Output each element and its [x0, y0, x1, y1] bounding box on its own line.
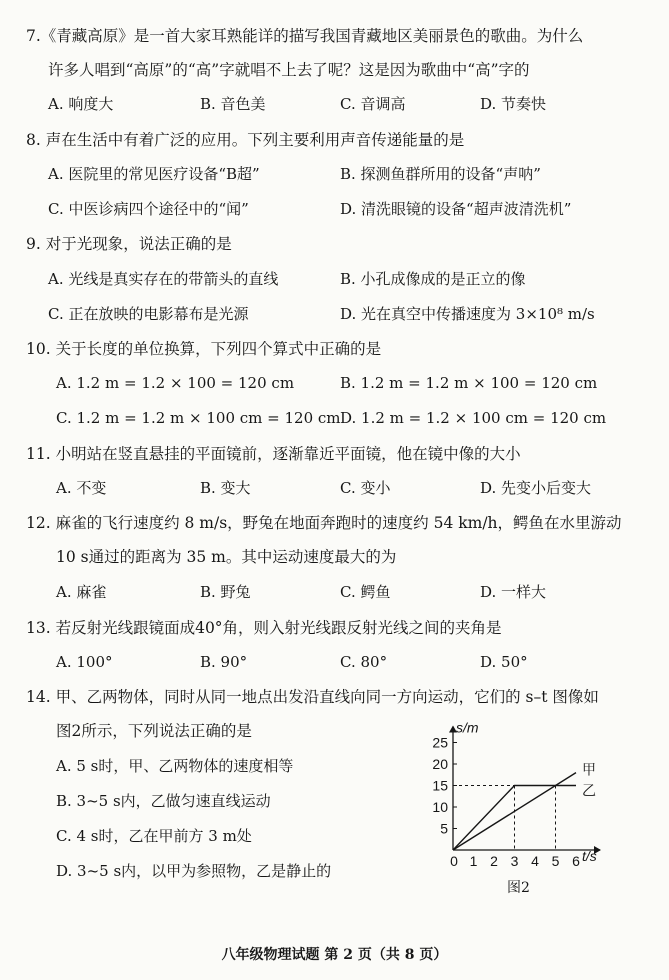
series-line-jia — [453, 773, 576, 850]
q8-option-b: B. 探测鱼群所用的设备“声呐” — [340, 165, 541, 183]
x-tick-label: 3 — [510, 853, 519, 869]
q11-option-d: D. 先变小后变大 — [480, 479, 592, 497]
q14-option-c: C. 4 s时，乙在甲前方 3 m处 — [56, 827, 252, 845]
x-tick-label: 6 — [572, 853, 580, 869]
q14-option-a: A. 5 s时，甲、乙两物体的速度相等 — [56, 757, 294, 775]
y-tick-label: 20 — [432, 756, 448, 772]
series-label-jia: 甲 — [582, 761, 596, 778]
q13-option-c: C. 80° — [340, 653, 388, 671]
q10-option-d: D. 1.2 m = 1.2 × 100 cm = 120 cm — [340, 409, 607, 427]
q7-option-a: A. 响度大 — [48, 95, 114, 113]
q9-option-c: C. 正在放映的电影幕布是光源 — [48, 305, 249, 323]
y-tick-label: 5 — [440, 820, 448, 837]
q9-option-a: A. 光线是真实存在的带箭头的直线 — [48, 270, 279, 288]
q10-stem: 10. 关于长度的单位换算，下列四个算式中正确的是 — [26, 340, 382, 358]
y-axis-label: s/m — [456, 719, 479, 736]
x-tick-label: 1 — [469, 853, 478, 869]
q14-stem-line2: 图2所示，下列说法正确的是 — [56, 722, 252, 740]
q8-option-c: C. 中医诊病四个途径中的“闻” — [48, 200, 249, 218]
x-tick-label: 2 — [490, 853, 498, 869]
q9-stem: 9. 对于光现象，说法正确的是 — [26, 235, 232, 253]
q12-stem-line2: 10 s通过的距离为 35 m。其中运动速度最大的为 — [56, 548, 397, 566]
x-tick-label: 4 — [531, 853, 539, 869]
q11-stem: 11. 小明站在竖直悬挂的平面镜前，逐渐靠近平面镜，他在镜中像的大小 — [26, 445, 521, 463]
q7-stem-line2: 许多人唱到“高原”的“高”字就唱不上去了呢？这是因为歌曲中“高”字的 — [48, 61, 530, 79]
q10-option-a: A. 1.2 m = 1.2 × 100 = 120 cm — [56, 374, 295, 392]
figure-caption: 图2 — [507, 880, 530, 896]
st-graph-figure2 — [418, 712, 628, 872]
q12-option-c: C. 鳄鱼 — [340, 583, 391, 601]
q12-option-d: D. 一样大 — [480, 583, 547, 601]
series-label-yi: 乙 — [582, 782, 596, 799]
x-tick-label: 5 — [551, 853, 560, 869]
q7-option-d: D. 节奏快 — [480, 95, 547, 113]
q14-option-b: B. 3~5 s内，乙做匀速直线运动 — [56, 792, 271, 810]
q11-option-c: C. 变小 — [340, 479, 391, 497]
q7-option-c: C. 音调高 — [340, 95, 406, 113]
q9-option-d: D. 光在真空中传播速度为 3×10⁸ m/s — [340, 305, 595, 323]
y-tick-label: 10 — [432, 799, 448, 815]
q12-stem-line1: 12. 麻雀的飞行速度约 8 m/s，野兔在地面奔跑时的速度约 54 km/h，鳄鱼在水里游动 — [26, 514, 622, 532]
x-axis-label: t/s — [582, 848, 597, 864]
q13-option-a: A. 100° — [56, 653, 113, 671]
q7-stem-line1: 7.《青藏高原》是一首大家耳熟能详的描写我国青藏地区美丽景色的歌曲。为什么 — [26, 27, 584, 45]
y-tick-label: 25 — [432, 734, 448, 751]
q14-option-d: D. 3~5 s内，以甲为参照物，乙是静止的 — [56, 862, 332, 880]
q13-option-b: B. 90° — [200, 653, 248, 671]
page-footer: 八年级物理试题 第 2 页（共 8 页） — [221, 947, 448, 963]
x-tick-label: 0 — [450, 853, 458, 869]
q10-option-b: B. 1.2 m = 1.2 m × 100 = 120 cm — [340, 374, 598, 392]
q12-option-b: B. 野兔 — [200, 583, 251, 601]
y-tick-label: 15 — [432, 777, 448, 794]
q8-option-d: D. 清洗眼镜的设备“超声波清洗机” — [340, 200, 572, 218]
q10-option-c: C. 1.2 m = 1.2 m × 100 cm = 120 cm — [56, 409, 341, 427]
q11-option-b: B. 变大 — [200, 479, 251, 497]
q8-option-a: A. 医院里的常见医疗设备“B超” — [48, 165, 260, 183]
q11-option-a: A. 不变 — [56, 479, 107, 497]
q14-stem-line1: 14. 甲、乙两物体，同时从同一地点出发沿直线向同一方向运动，它们的 s–t 图像如 — [26, 688, 599, 706]
q13-option-d: D. 50° — [480, 653, 528, 671]
q9-option-b: B. 小孔成像成的是正立的像 — [340, 270, 526, 288]
q8-stem: 8. 声在生活中有着广泛的应用。下列主要利用声音传递能量的是 — [26, 131, 465, 149]
q12-option-a: A. 麻雀 — [56, 583, 107, 601]
q13-stem: 13. 若反射光线跟镜面成40°角，则入射光线跟反射光线之间的夹角是 — [26, 619, 502, 637]
q7-option-b: B. 音色美 — [200, 95, 266, 113]
